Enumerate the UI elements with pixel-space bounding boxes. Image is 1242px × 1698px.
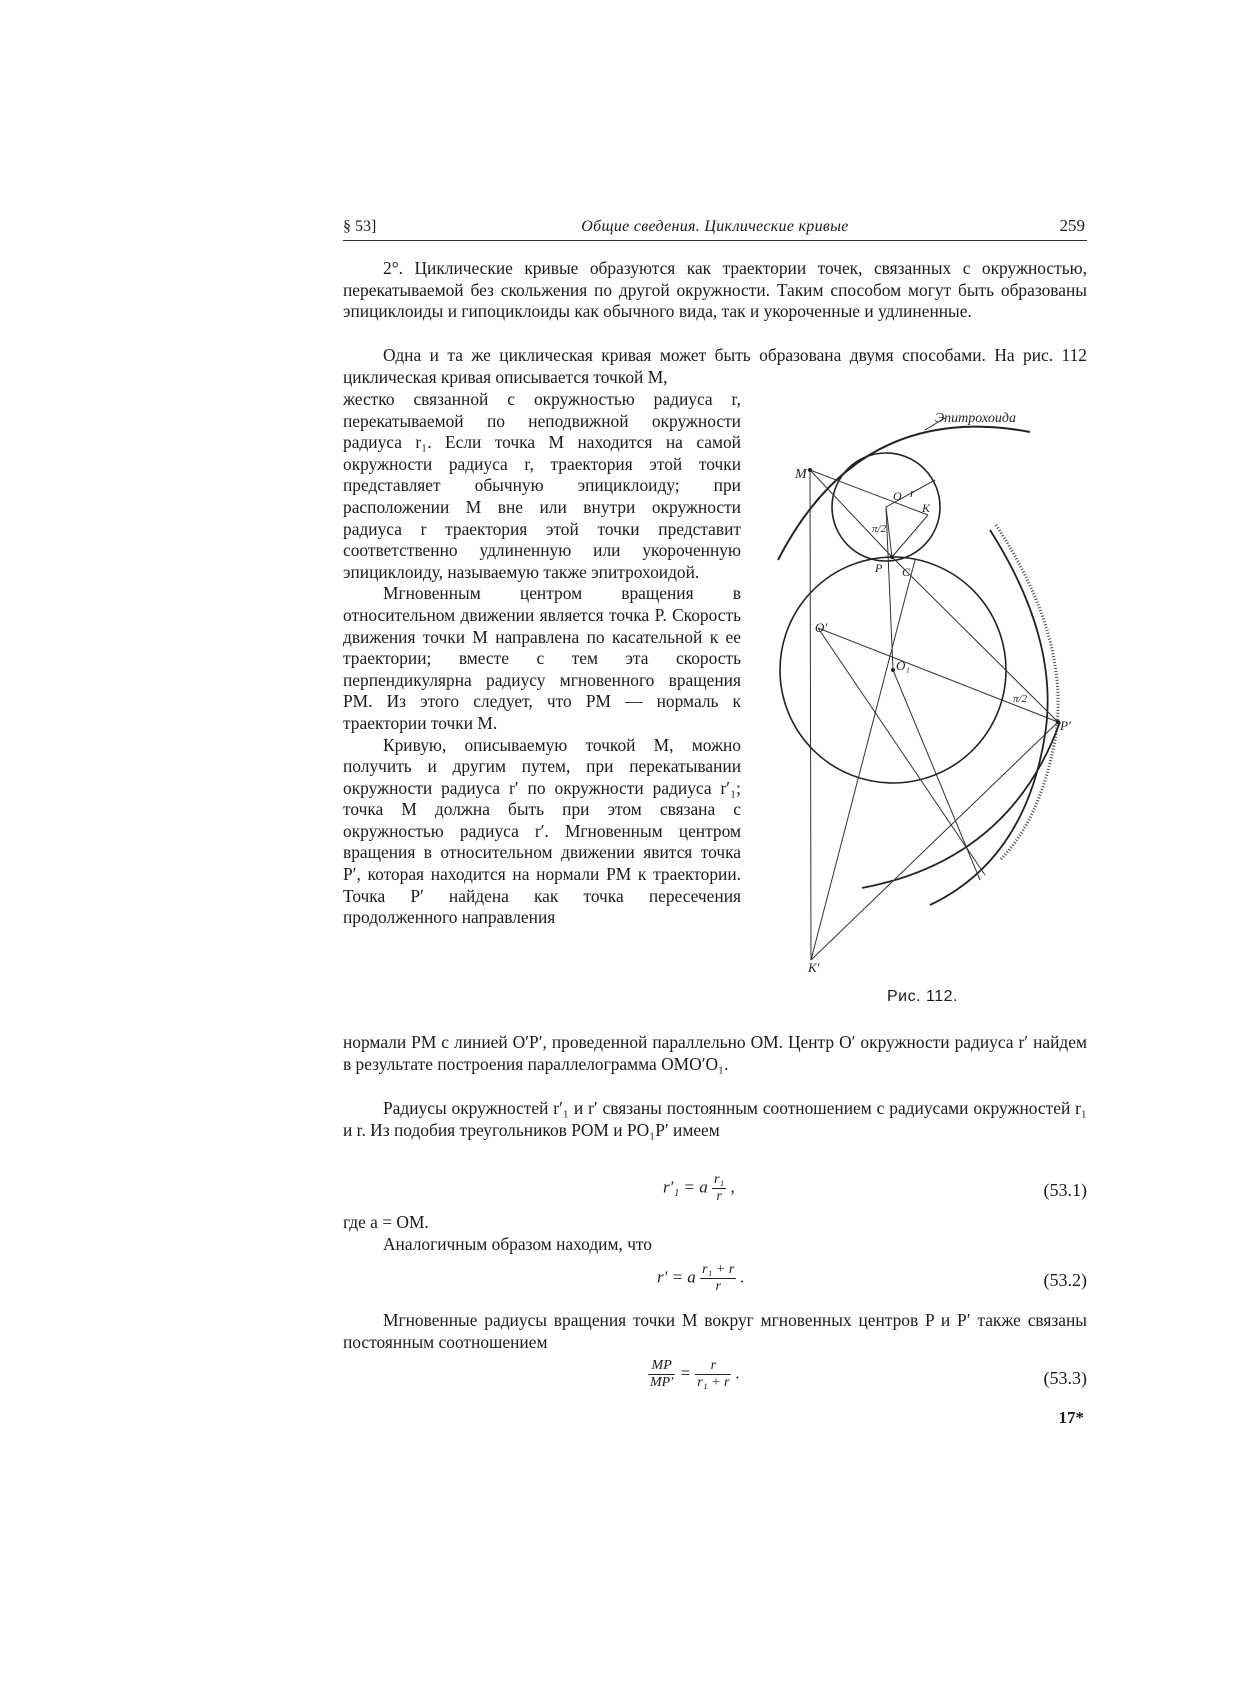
- eq-numerator: r: [695, 1358, 731, 1375]
- eq-lhs: r′₁ = a: [663, 1177, 708, 1197]
- label-pi-half-right: π/2: [1013, 693, 1028, 705]
- point-M: [808, 468, 812, 472]
- eq-denominator: MP′: [650, 1375, 674, 1390]
- label-Oprime: O′: [815, 620, 828, 635]
- paragraph-4: Кривую, описываемую точкой M, можно получить и другим путем, при перекатывании окружности радиуса r′ по окружности радиуса r′₁; точка M должна быть при этом связана с окружностью радиуса r′. Мгновенным центром вращения в относительном движении явится точка P′, которая находится на нормали PM к траектории. Точка P′ найдена как точка пересечения продолженного направления: [343, 734, 741, 928]
- eq-denominator: r₁ + r: [697, 1375, 730, 1390]
- equation-number: (53.2): [1043, 1270, 1087, 1290]
- label-r: r: [910, 485, 916, 500]
- running-title: Общие сведения. Циклические кривые: [581, 218, 849, 235]
- point-Pprime: [1056, 720, 1060, 724]
- signature-mark: 17*: [1058, 1408, 1084, 1427]
- label-P: P: [875, 561, 883, 575]
- section-number: § 53]: [343, 218, 377, 235]
- eq-numerator: r₁ + r: [702, 1262, 735, 1277]
- eq-lhs: r′ = a: [657, 1267, 696, 1287]
- eq-numerator: r₁: [713, 1172, 725, 1187]
- equation-number: (53.1): [1043, 1180, 1087, 1200]
- eq-equals: =: [679, 1363, 692, 1383]
- label-M: M: [795, 467, 807, 482]
- label-O: O: [893, 489, 902, 503]
- page-number: 259: [1059, 216, 1085, 235]
- eq-denominator: r: [716, 1189, 722, 1204]
- line-Oprime-Pprime: [818, 628, 1058, 722]
- label-O1: O₁: [896, 658, 910, 673]
- line-K-P: [892, 515, 928, 557]
- label-C: C: [902, 565, 911, 579]
- paragraph-3: Мгновенным центром вращения в относительном движении является точка P. Скорость движения точки M направлена по касательной к ее траектории; вместе с тем эта скорость перпендикулярна радиусу мгновенного вращения PM. Из этого следует, что PM — нормаль к траектории точки M.: [343, 583, 741, 733]
- line-M-Kprime: [810, 470, 811, 960]
- line-Kprime-Pprime: [811, 722, 1058, 960]
- label-Pprime: P′: [1060, 718, 1071, 733]
- label-Kprime: K′: [808, 960, 820, 975]
- paragraph-text: Мгновенные радиусы вращения точки M вокруг мгновенных центров P и P′ также связаны постоянным соотношением: [343, 1310, 1087, 1352]
- point-P: [890, 555, 894, 559]
- epitrochoid-lower: [862, 722, 1060, 888]
- label-pi-half-top: π/2: [872, 523, 887, 535]
- figure-caption: Рис. 112.: [887, 988, 958, 1005]
- paragraph-text: Радиусы окружностей r′₁ и r′ связаны постоянным соотношением с радиусами окружностей r₁ и r. Из подобия треугольников POM и PO₁P′ имеем: [343, 1098, 1087, 1140]
- point-O1: [891, 668, 895, 672]
- fixed-circle-arc: [930, 530, 1048, 905]
- eq-denominator: r: [715, 1279, 721, 1294]
- label-curve: Эпитрохоида: [935, 411, 1016, 426]
- eq-numerator: MP: [648, 1358, 675, 1375]
- eq-tail: .: [740, 1267, 745, 1287]
- paragraph-text: жестко связанной с окружностью радиуса r, перекатываемой по неподвижной окружности радиуса r₁. Если точка M находится на самой окружности радиуса r, траектория этой точки представляет обычную эпициклоиду; при расположении M вне или внутри окружности радиуса r траектория этой точки представит соответственно удлиненную или укороченную эпициклоиду, называемую также эпитрохоидой.: [343, 389, 741, 582]
- line-M-P: [810, 470, 892, 557]
- line-O-O1: [886, 507, 893, 670]
- paragraph-text: нормали PM с линией O′P′, проведенной параллельно OM. Центр O′ окружности радиуса r′ найдем в результате построения параллелограмма OMO′O₁.: [343, 1032, 1087, 1074]
- line-P-Pprime: [892, 557, 1058, 722]
- paragraph-text: Одна и та же циклическая кривая может быть образована двумя способами. На рис. 112 циклическая кривая описывается точкой M,: [343, 345, 1087, 387]
- epitrochoid-curve: [778, 427, 1030, 560]
- eq-tail: ,: [730, 1177, 735, 1197]
- label-K: K: [922, 501, 931, 515]
- equation-number: (53.3): [1043, 1368, 1087, 1388]
- paragraph-text: где a = OM.: [343, 1212, 429, 1232]
- paragraph-text: 2°. Циклические кривые образуются как траектории точек, связанных с окружностью, перекатываемой без скольжения по другой окружности. Таким способом могут быть образованы эпициклоиды и гипоциклоиды как обычного вида, так и укороченные и удлиненные.: [343, 258, 1087, 322]
- paragraph-text: Аналогичным образом находим, что: [383, 1234, 653, 1254]
- eq-tail: .: [735, 1363, 740, 1383]
